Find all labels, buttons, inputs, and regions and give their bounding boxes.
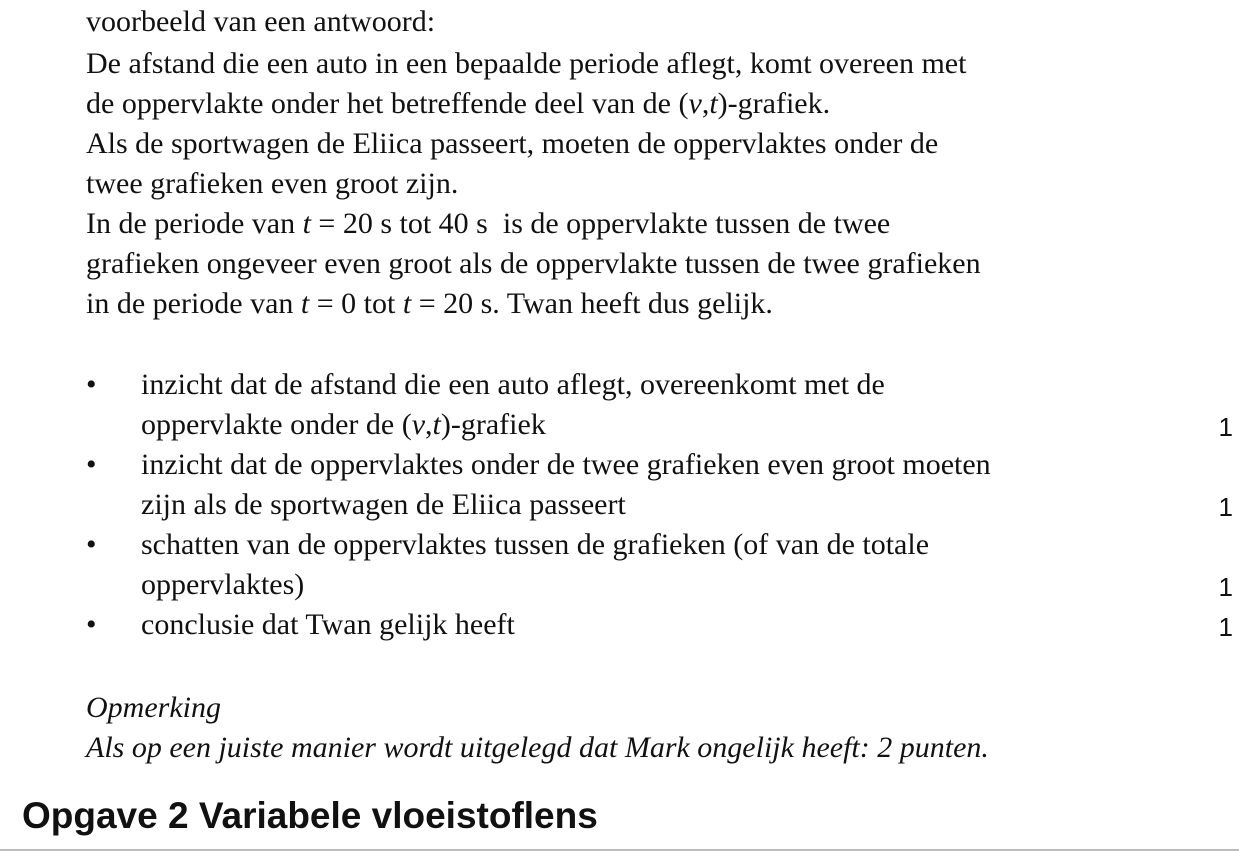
score-points: 1: [1218, 612, 1233, 642]
scoring-item-text: inzicht dat de afstand die een auto aflegt, overeenkomt met de: [141, 368, 885, 401]
answer-line: In de periode van t = 20 s tot 40 s is de oppervlakte tussen de twee: [86, 207, 891, 240]
remark-title: Opmerking: [86, 691, 221, 724]
answer-line: Als de sportwagen de Eliica passeert, moeten de oppervlaktes onder de: [86, 127, 939, 160]
section-heading: Opgave 2 Variabele vloeistoflens: [22, 795, 598, 836]
score-points: 1: [1218, 492, 1233, 522]
bullet-icon: •: [86, 608, 97, 641]
score-points: 1: [1218, 412, 1233, 442]
answer-line: grafieken ongeveer even groot als de oppervlakte tussen de twee grafieken: [86, 247, 981, 280]
score-points: 1: [1218, 572, 1233, 602]
scoring-item-text: oppervlaktes): [141, 568, 305, 601]
answer-line: De afstand die een auto in een bepaalde periode aflegt, komt overeen met: [86, 47, 967, 80]
scoring-item-text: conclusie dat Twan gelijk heeft: [141, 608, 515, 641]
answer-line: twee grafieken even groot zijn.: [86, 167, 459, 200]
scoring-item-text: schatten van de oppervlaktes tussen de grafieken (of van de totale: [141, 528, 930, 561]
bullet-icon: •: [86, 448, 97, 481]
answer-line: in de periode van t = 0 tot t = 20 s. Twan heeft dus gelijk.: [86, 287, 773, 320]
answer-intro: voorbeeld van een antwoord:: [86, 5, 436, 38]
remark-text: Als op een juiste manier wordt uitgelegd dat Mark ongelijk heeft: 2 punten.: [86, 731, 989, 764]
scoring-item-text: inzicht dat de oppervlaktes onder de twee grafieken even groot moeten: [141, 448, 991, 481]
bullet-icon: •: [86, 368, 97, 401]
answer-line: de oppervlakte onder het betreffende deel van de (v,t)-grafiek.: [86, 87, 831, 120]
bullet-icon: •: [86, 528, 97, 561]
scoring-item-text: oppervlakte onder de (v,t)-grafiek: [141, 408, 546, 441]
scoring-item-text: zijn als de sportwagen de Eliica passeert: [141, 488, 626, 521]
